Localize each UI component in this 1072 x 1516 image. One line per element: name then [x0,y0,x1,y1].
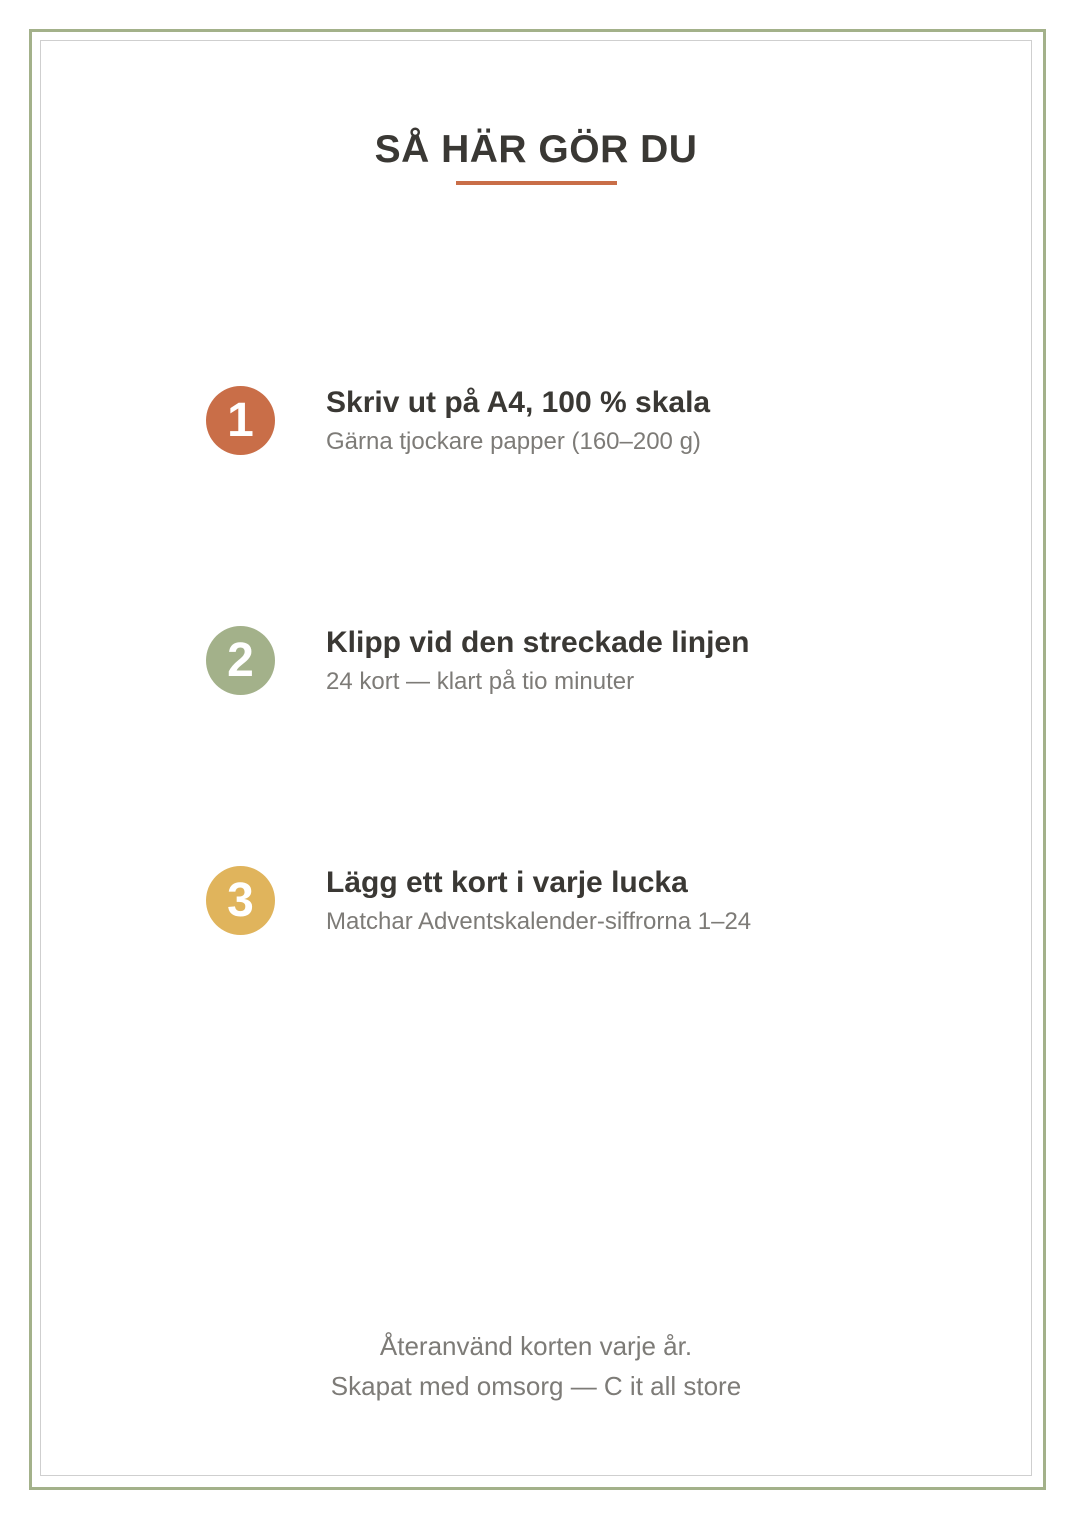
step-1 [0,386,1072,466]
step-heading-2: Klipp vid den streckade linjen [326,626,750,659]
step-heading-1: Skriv ut på A4, 100 % skala [326,386,711,419]
inner-border [40,40,1032,1476]
footer-credit: Skapat med omsorg — C it all store [330,1371,742,1401]
page-title: SÅ HÄR GÖR DU [374,128,698,171]
step-2 [0,626,1072,706]
step-description-1: Gärna tjockare papper (160–200 g) [326,428,701,455]
step-number-badge-1: 1 [206,386,275,455]
step-number-badge-3: 3 [206,866,275,935]
step-number-badge-2: 2 [206,626,275,695]
step-description-2: 24 kort — klart på tio minuter [326,668,635,695]
footer-reuse-note: Återanvänd korten varje år. [379,1331,693,1361]
step-heading-3: Lägg ett kort i varje lucka [326,866,688,899]
title-underline [456,181,617,185]
step-3 [0,866,1072,946]
step-description-3: Matchar Adventskalender-siffrorna 1–24 [326,908,752,935]
